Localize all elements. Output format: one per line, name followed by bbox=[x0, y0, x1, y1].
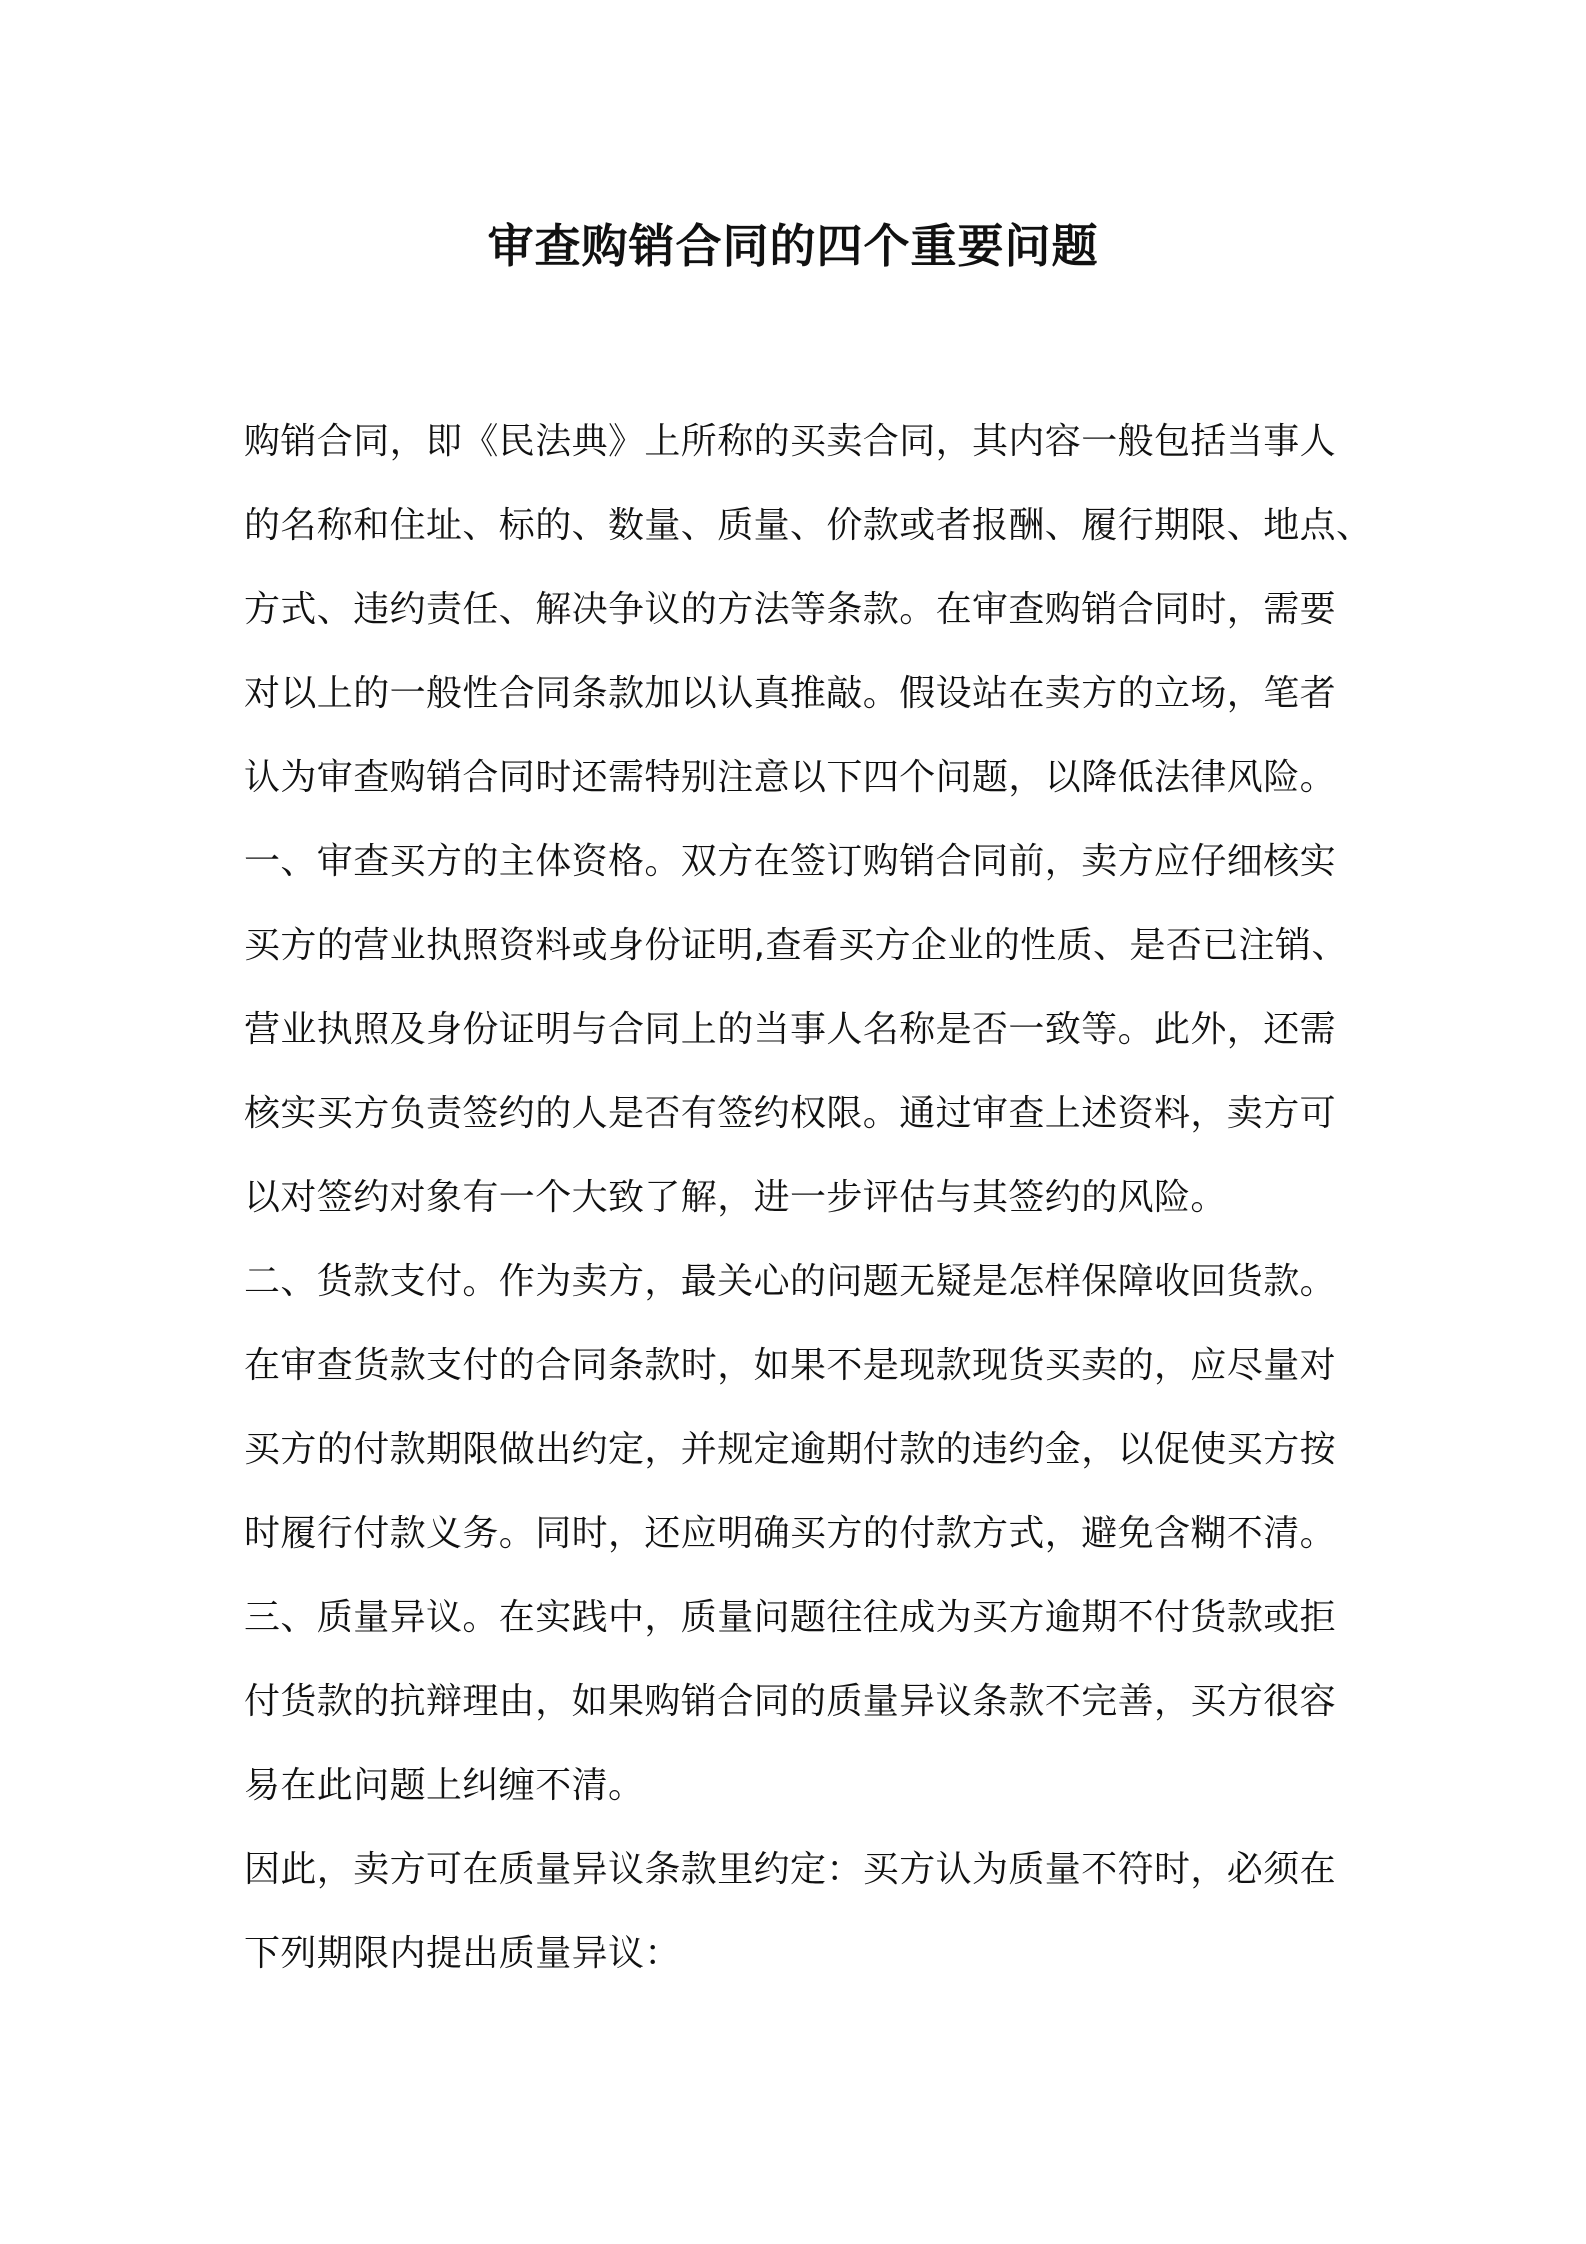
text-line: 三、质量异议。在实践中，质量问题往往成为买方逾期不付货款或拒 bbox=[244, 1597, 1337, 1638]
text-line: 方式、违约责任、解决争议的方法等条款。在审查购销合同时，需要 bbox=[244, 589, 1337, 630]
text-line: 对以上的一般性合同条款加以认真推敲。假设站在卖方的立场，笔者 bbox=[244, 673, 1337, 714]
text-line: 在审查货款支付的合同条款时，如果不是现款现货买卖的，应尽量对 bbox=[244, 1345, 1337, 1386]
text-line: 二、货款支付。作为卖方，最关心的问题无疑是怎样保障收回货款。 bbox=[244, 1261, 1337, 1302]
paragraph-intro bbox=[244, 400, 1373, 820]
document-title: 审查购销合同的四个重要问题 bbox=[487, 219, 1099, 273]
paragraph-section-1 bbox=[244, 820, 1364, 1240]
text-line: 营业执照及身份证明与合同上的当事人名称是否一致等。此外，还需 bbox=[244, 1009, 1337, 1050]
paragraph-quality-terms bbox=[244, 1828, 1364, 1996]
text-line: 下列期限内提出质量异议： bbox=[244, 1933, 681, 1974]
text-line: 一、审查买方的主体资格。双方在签订购销合同前，卖方应仔细核实 bbox=[244, 841, 1337, 882]
text-line: 因此，卖方可在质量异议条款里约定：买方认为质量不符时，必须在 bbox=[244, 1849, 1337, 1890]
text-line: 付货款的抗辩理由，如果购销合同的质量异议条款不完善，买方很容 bbox=[244, 1681, 1337, 1722]
document-body bbox=[244, 400, 1373, 1996]
text-line: 易在此问题上纠缠不清。 bbox=[244, 1765, 645, 1806]
paragraph-section-2 bbox=[244, 1240, 1364, 1576]
text-line: 买方的营业执照资料或身份证明,查看买方企业的性质、是否已注销、 bbox=[244, 925, 1348, 966]
text-line: 认为审查购销合同时还需特别注意以下四个问题，以降低法律风险。 bbox=[244, 757, 1337, 798]
text-line: 核实买方负责签约的人是否有签约权限。通过审查上述资料，卖方可 bbox=[244, 1093, 1337, 1134]
text-line: 时履行付款义务。同时，还应明确买方的付款方式，避免含糊不清。 bbox=[244, 1513, 1337, 1554]
text-line: 的名称和住址、标的、数量、质量、价款或者报酬、履行期限、地点、 bbox=[244, 505, 1373, 546]
paragraph-section-3 bbox=[244, 1576, 1364, 1828]
text-line: 买方的付款期限做出约定，并规定逾期付款的违约金，以促使买方按 bbox=[244, 1429, 1337, 1470]
text-line: 购销合同，即《民法典》上所称的买卖合同，其内容一般包括当事人 bbox=[244, 421, 1337, 462]
text-line: 以对签约对象有一个大致了解，进一步评估与其签约的风险。 bbox=[244, 1177, 1227, 1218]
